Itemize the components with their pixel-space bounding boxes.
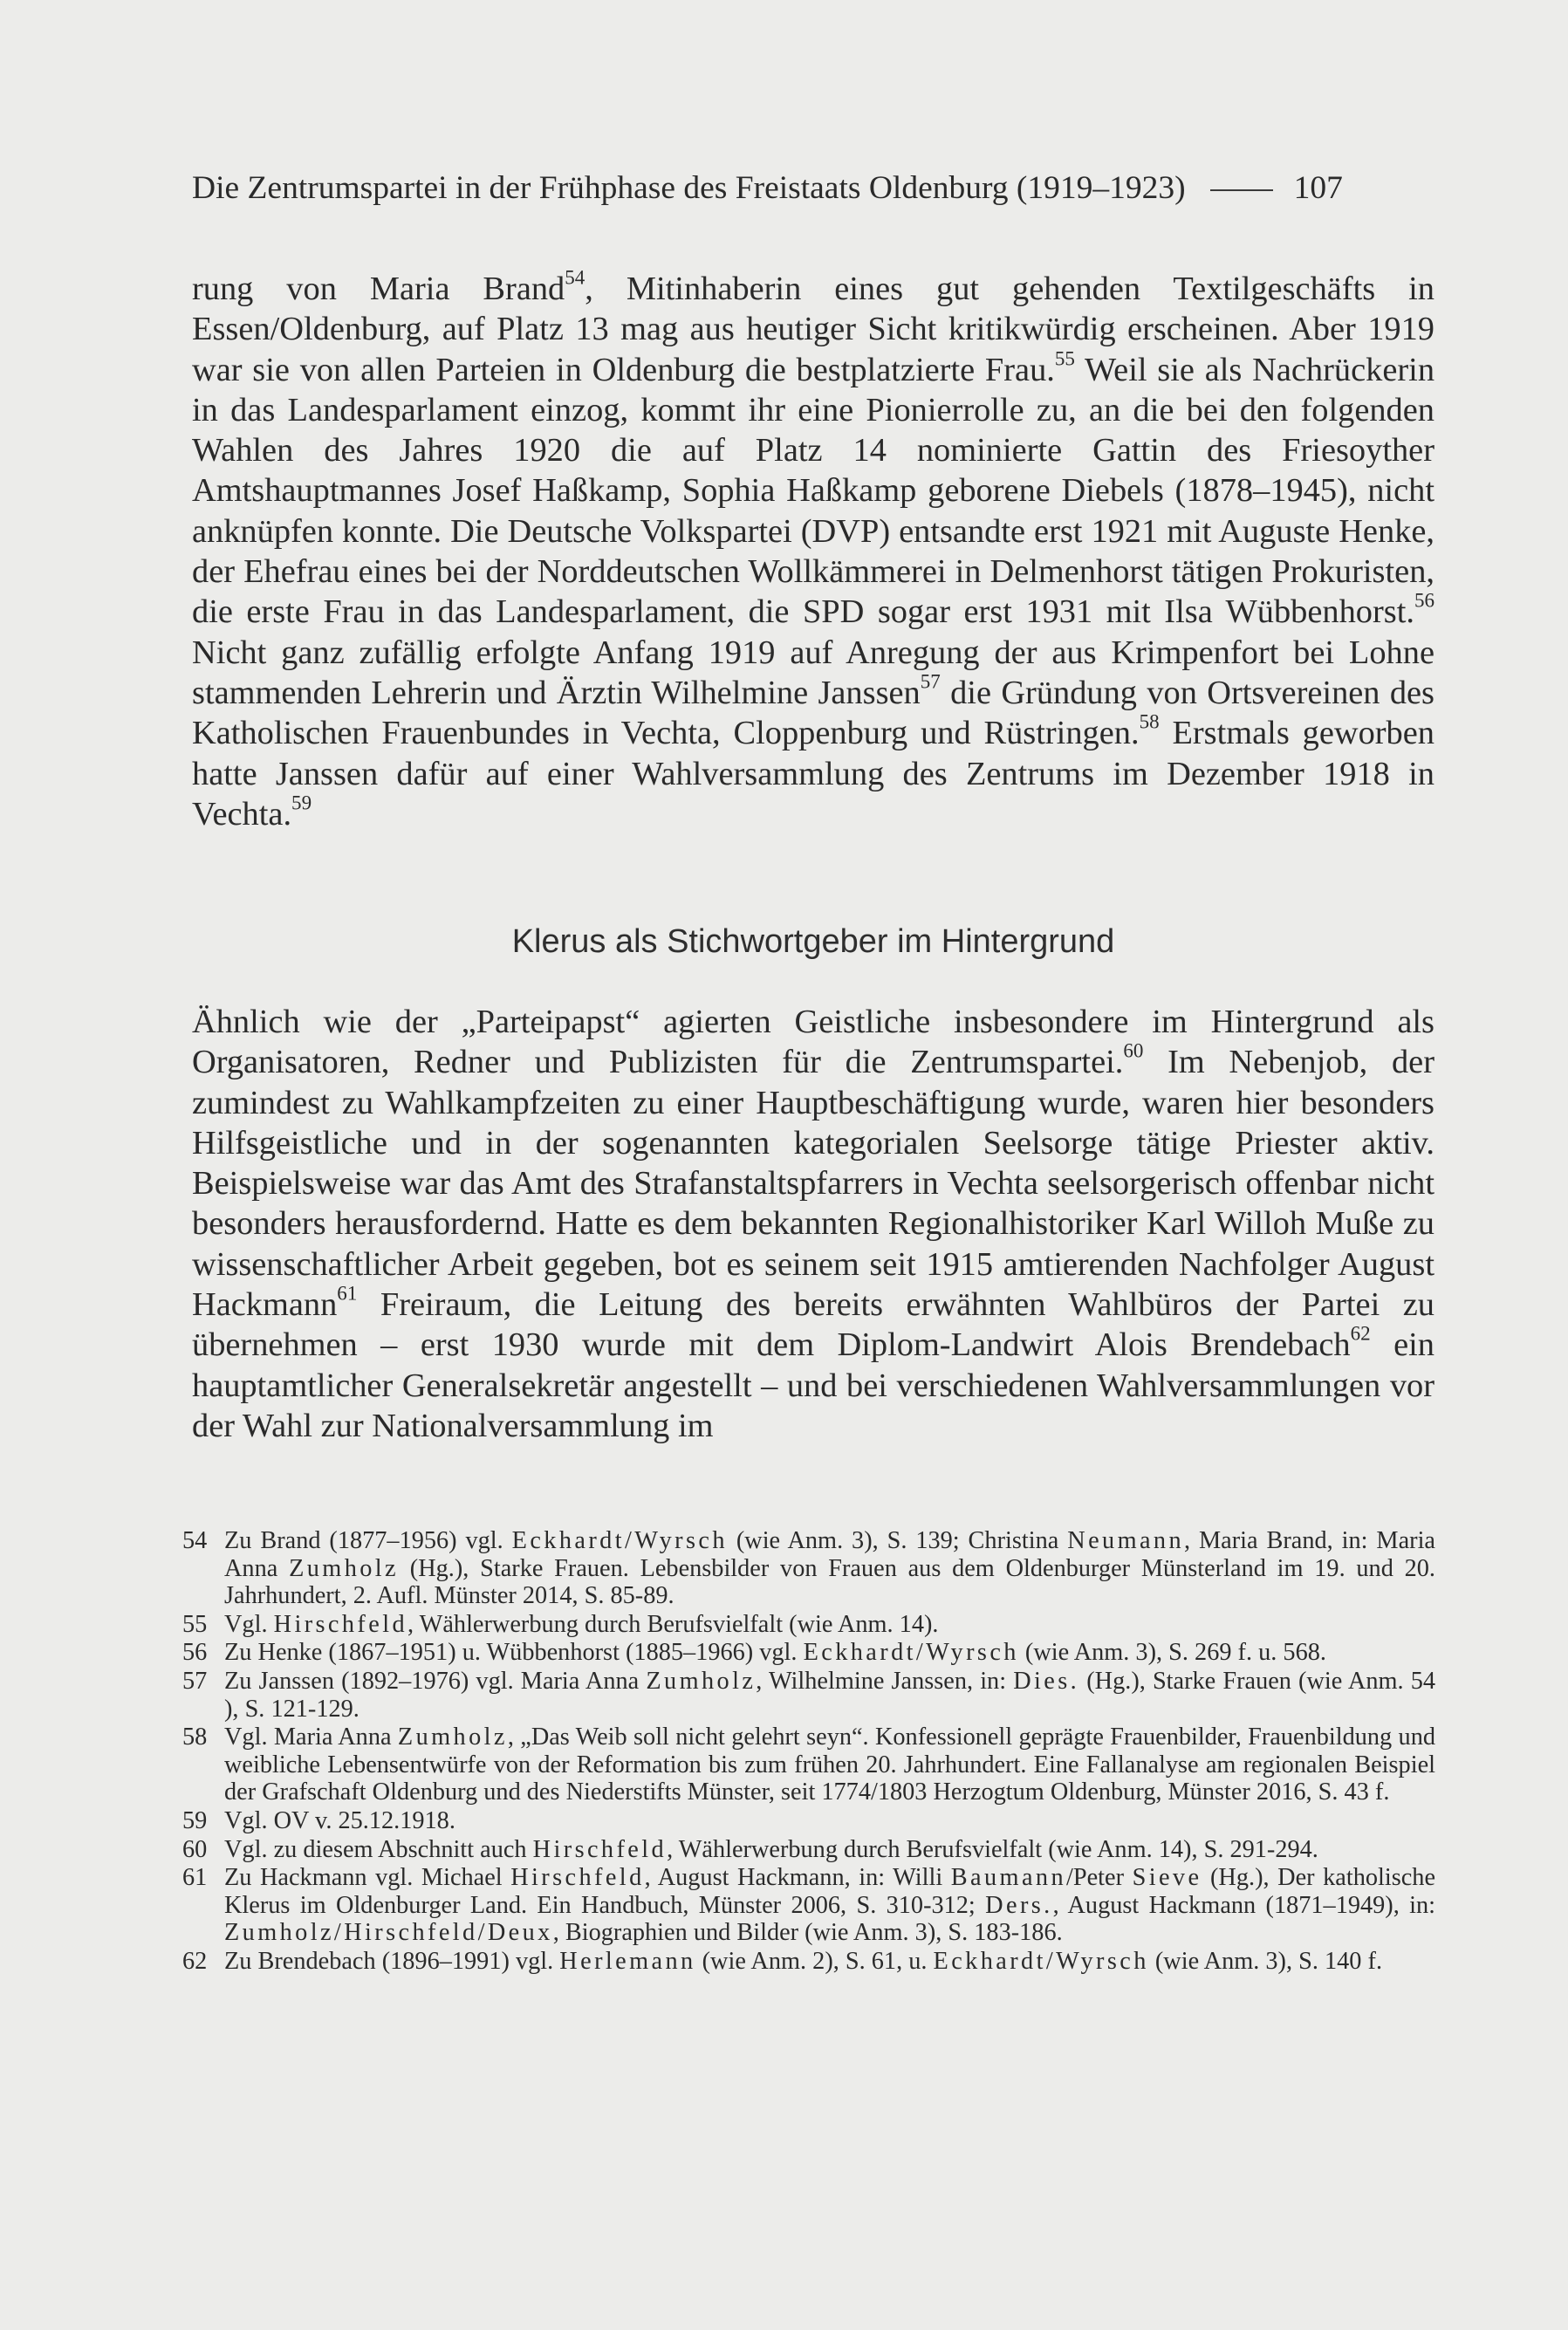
author-name: Eckhardt/Wyrsch [511, 1527, 728, 1554]
text-run: , August Hackmann, in: Willi [644, 1864, 951, 1892]
running-header-title: Die Zentrumspartei in der Frühphase des Freistaats Oldenburg (1919–1923) [192, 170, 1186, 206]
section-heading: Klerus als Stichwortgeber im Hintergrund [511, 923, 1115, 960]
text-run: /Peter [1066, 1864, 1133, 1892]
author-name: Zumholz [646, 1667, 757, 1695]
footnote-58 [182, 1724, 1435, 1806]
text-run: , Wilhelmine Janssen, in: [756, 1667, 1014, 1695]
text-run: (wie Anm. 3), S. 139; Christina [727, 1527, 1068, 1554]
text-run: Zu Janssen (1892–1976) vgl. Maria Anna [224, 1667, 647, 1695]
text-run: Erstmals geworben hatte Janssen dafür auf einer Wahlversammlung des Zentrums im Dezember 1918 in Vechta. [192, 715, 1434, 833]
author-name: Hirschfeld [532, 1835, 668, 1863]
author-name: Herlemann [559, 1947, 696, 1975]
running-header [192, 168, 1457, 209]
footnote-55 [182, 1611, 1435, 1639]
footnote-number: 59 [182, 1806, 208, 1834]
author-name: Eckhardt/Wyrsch [933, 1947, 1149, 1975]
text-run: Nicht ganz zufällig erfolgte Anfang 1919 auf Anregung der aus Krimpenfort bei Lohne stammenden Lehrerin und Ärztin Wilhelmine Janssen [192, 634, 1434, 711]
text-run: Vgl. [224, 1610, 274, 1638]
author-name: Hirschfeld [510, 1864, 645, 1892]
text-run: , Biographien und Bilder (wie Anm. 3), S. 183-186. [552, 1919, 1063, 1947]
text-run: , Maria Brand, in: Maria Anna [224, 1527, 1435, 1582]
author-name: Sieve [1132, 1864, 1202, 1892]
footnote-reference: 57 [920, 669, 941, 693]
footnote-number: 57 [182, 1667, 208, 1695]
text-run: , „Das Weib soll nicht gelehrt seyn“. Konfessionell geprägte Frauenbilder, Frauenbildung und weibliche Lebensentwürfe von der Reformation bis zum frühen 20. Jahrhundert. Eine Fallanalyse am regionalen Beispiel der Grafschaft Oldenburg und des Niederstifts Münster, seit 1774/1803 Herzogtum Oldenburg, Münster 2016, S. 43 f. [224, 1724, 1435, 1806]
text-run: Zu Brendebach (1896–1991) vgl. [224, 1947, 560, 1975]
text-run: Freiraum, die Leitung des bereits erwähnten Wahlbüros der Partei zu übernehmen – erst 1930 wurde mit dem Diplom-Landwirt Alois Brendebach [192, 1286, 1434, 1364]
text-run: (Hg.), Starke Frauen. Lebensbilder von Frauen aus dem Oldenburger Münsterland im 19. und 20. Jahrhundert, 2. Aufl. Münster 2014, S. 85-89. [224, 1554, 1435, 1610]
footnote-56 [182, 1639, 1435, 1667]
text-run: Zu Hackmann vgl. Michael [224, 1864, 511, 1892]
author-name: Ders. [985, 1891, 1053, 1919]
text-run: rung von Maria Brand [192, 271, 565, 307]
paragraph-text [192, 265, 1435, 834]
footnote-reference: 59 [291, 791, 312, 814]
author-name: Zumholz [397, 1724, 508, 1751]
footnotes [182, 1527, 1435, 1977]
text-run: ein hauptamtlicher Generalsekretär angestellt – und bei verschiedenen Wahlversammlungen vor der Wahl zur Nationalversammlung im [192, 1326, 1435, 1444]
text-run: Zu Henke (1867–1951) u. Wübbenhorst (1885–1966) vgl. [224, 1639, 804, 1667]
text-run: Im Nebenjob, der zumindest zu Wahlkampfzeiten zu einer Hauptbeschäftigung wurde, waren hier besonders Hilfsgeistliche und in der sogenannten kategorialen Seelsorge tätige Priester aktiv. Beispielsweise war das Amt des Strafanstaltspfarrers in Vechta seelsorgerisch offenbar nicht besonders herausfordernd. Hatte es dem bekannten Regionalhistoriker Karl Willoh Muße zu wissenschaftlicher Arbeit gegeben, bot es seinem seit 1915 amtierenden Nachfolger August Hackmann [192, 1044, 1434, 1324]
footnote-text [224, 1611, 1435, 1639]
header-rule [1210, 189, 1273, 191]
text-run: (Hg.), Der katholische Klerus im Oldenburger Land. Ein Handbuch, Münster 2006, S. 310-312; [224, 1864, 1436, 1919]
text-run: , Mitinhaberin eines gut gehenden Textilgeschäfts in Essen/Oldenburg, auf Platz 13 mag aus heutiger Sicht kritikwürdig erscheinen. Aber 1919 war sie von allen Parteien in Oldenburg die bestplatzierte Frau. [192, 271, 1434, 388]
text-run: (wie Anm. 2), S. 61, u. [695, 1947, 934, 1975]
text-run: Ähnlich wie der „Parteipapst“ agierten Geistliche insbesondere im Hintergrund als Organisatoren, Redner und Publizisten für die Zentrumspartei. [192, 1004, 1434, 1081]
footnote-number: 58 [182, 1724, 208, 1751]
text-run: , Wählerwerbung durch Berufsvielfalt (wie Anm. 14). [407, 1610, 939, 1638]
footnote-text [224, 1724, 1435, 1806]
author-name: Zumholz/Hirschfeld/Deux [224, 1919, 553, 1947]
author-name: Eckhardt/Wyrsch [803, 1639, 1019, 1667]
text-run: Weil sie als Nachrückerin in das Landesparlament einzog, kommt ihr eine Pionierrolle zu, an die bei den folgenden Wahlen des Jahres 1920 die auf Platz 14 nominierte Gattin des Friesoyther Amtshauptmannes Josef Haßkamp, Sophia Haßkamp geborene Diebels (1878–1945), nicht anknüpfen konnte. Die Deutsche Volkspartei (DVP) entsandte erst 1921 mit Auguste Henke, der Ehefrau eines bei der Norddeutschen Wollkämmerei in Delmenhorst tätigen Prokuristen, die erste Frau in das Landesparlament, die SPD sogar erst 1931 mit Ilsa Wübbenhorst. [192, 351, 1435, 631]
footnote-62 [182, 1948, 1435, 1976]
footnote-text [224, 1836, 1435, 1864]
text-run: Vgl. OV v. 25.12.1918. [224, 1806, 455, 1834]
page-number: 107 [1293, 170, 1343, 206]
text-run: , August Hackmann (1871–1949), in: [1052, 1891, 1436, 1919]
footnote-number: 62 [182, 1947, 208, 1975]
footnote-54 [182, 1527, 1435, 1610]
footnote-text [224, 1807, 1435, 1835]
text-run: Vgl. zu diesem Abschnitt auch [224, 1835, 533, 1863]
footnote-text [224, 1864, 1435, 1947]
footnote-text [224, 1948, 1435, 1976]
footnote-reference: 54 [565, 265, 585, 289]
author-name: Hirschfeld [273, 1610, 408, 1638]
author-name: Baumann [950, 1864, 1066, 1892]
author-name: Dies. [1013, 1667, 1080, 1695]
footnote-reference: 60 [1123, 1039, 1144, 1063]
paragraph-text [192, 1002, 1434, 1446]
footnote-number: 54 [182, 1527, 208, 1554]
author-name: Zumholz [289, 1554, 399, 1582]
footnote-text [224, 1527, 1435, 1610]
text-run: (Hg.), Starke Frauen (wie Anm. 54 ), S. 121-129. [224, 1667, 1435, 1723]
footnote-text [224, 1668, 1435, 1723]
footnote-60 [182, 1836, 1435, 1864]
text-run: Vgl. Maria Anna [224, 1724, 398, 1751]
footnote-reference: 56 [1414, 589, 1434, 613]
footnote-number: 60 [182, 1835, 208, 1863]
footnote-number: 61 [182, 1864, 208, 1892]
text-run: die Gründung von Ortsvereinen des Katholischen Frauenbundes in Vechta, Cloppenburg und Rüstringen. [192, 674, 1434, 752]
text-run: (wie Anm. 3), S. 269 f. u. 568. [1018, 1639, 1326, 1667]
body-paragraph-1 [192, 265, 1435, 834]
footnote-number: 56 [182, 1639, 208, 1667]
footnote-reference: 55 [1054, 346, 1075, 370]
footnote-number: 55 [182, 1610, 208, 1638]
body-paragraph-2 [192, 1002, 1434, 1446]
text-run: (wie Anm. 3), S. 140 f. [1148, 1947, 1383, 1975]
footnote-59 [182, 1807, 1435, 1835]
footnote-reference: 58 [1139, 710, 1160, 733]
footnote-57 [182, 1668, 1435, 1723]
footnote-reference: 61 [337, 1281, 358, 1305]
text-run: , Wählerwerbung durch Berufsvielfalt (wie Anm. 14), S. 291-294. [667, 1835, 1318, 1863]
footnote-61 [182, 1864, 1435, 1947]
author-name: Neumann [1067, 1527, 1185, 1554]
text-run: Zu Brand (1877–1956) vgl. [224, 1527, 512, 1554]
footnote-text [224, 1639, 1435, 1667]
footnote-reference: 62 [1350, 1322, 1371, 1346]
